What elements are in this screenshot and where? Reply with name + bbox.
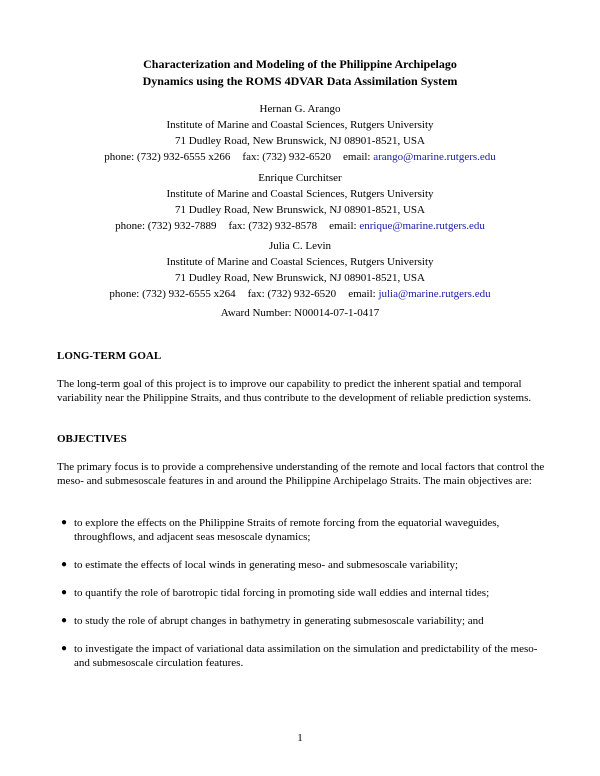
author-fax: fax: (732) 932-6520 — [242, 151, 331, 163]
paper-title — [40, 56, 560, 90]
author-institution: Institute of Marine and Coastal Sciences, Rutgers University — [166, 188, 434, 200]
author-contact — [40, 149, 560, 165]
author-email-label: email: — [348, 288, 376, 300]
goal-paragraph: The long-term goal of this project is to improve our capability to predict the inherent spatial and temporal variability near the Philippine Straits, and thus contribute to the development of reliable prediction systems. — [57, 378, 532, 404]
section-heading-goal: LONG-TERM GOAL — [57, 350, 162, 362]
author-email-link[interactable]: arango@marine.rutgers.edu — [373, 151, 496, 163]
author-phone: phone: (732) 932-6555 x264 — [109, 288, 236, 300]
author-address: 71 Dudley Road, New Brunswick, NJ 08901-8521, USA — [175, 135, 425, 147]
author-institution: Institute of Marine and Coastal Sciences, Rutgers University — [166, 119, 434, 131]
author-name: Enrique Curchitser — [258, 172, 342, 184]
page-number: 1 — [297, 732, 303, 744]
list-item-text: to investigate the impact of variational data assimilation on the simulation and predictability of the meso- and submesoscale circulation features. — [74, 643, 538, 669]
author-block-3 — [40, 238, 560, 302]
author-block-1 — [40, 101, 560, 165]
bullet-icon: ● — [61, 517, 68, 528]
author-address: 71 Dudley Road, New Brunswick, NJ 08901-8521, USA — [175, 204, 425, 216]
author-name: Hernan G. Arango — [259, 103, 341, 115]
bullet-icon: ● — [61, 643, 68, 654]
award-number: Award Number: N00014-07-1-0417 — [220, 307, 380, 319]
list-item-text: to quantify the role of barotropic tidal forcing in promoting side wall eddies and internal tides; — [74, 587, 490, 599]
bullet-icon: ● — [61, 587, 68, 598]
author-fax: fax: (732) 932-6520 — [247, 288, 337, 300]
author-address: 71 Dudley Road, New Brunswick, NJ 08901-8521, USA — [175, 272, 425, 284]
author-block-2 — [40, 170, 560, 234]
author-contact — [40, 286, 560, 302]
author-institution: Institute of Marine and Coastal Sciences, Rutgers University — [166, 256, 434, 268]
author-phone: phone: (732) 932-6555 x266 — [104, 151, 231, 163]
objectives-paragraph: The primary focus is to provide a comprehensive understanding of the remote and local factors that control the meso- and submesoscale features in and around the Philippine Archipelago Straits. The main objectives are: — [57, 461, 545, 487]
list-item-text: to estimate the effects of local winds in generating meso- and submesoscale variability; — [74, 559, 459, 571]
author-email-link[interactable]: julia@marine.rutgers.edu — [378, 288, 491, 300]
list-item-text: to explore the effects on the Philippine Straits of remote forcing from the equatorial waveguides, throughflows, and adjacent seas mesoscale dynamics; — [74, 517, 500, 543]
bullet-icon: ● — [61, 559, 68, 570]
title-line-1: Characterization and Modeling of the Philippine Archipelago — [143, 57, 457, 71]
author-phone: phone: (732) 932-7889 — [115, 220, 217, 232]
author-name: Julia C. Levin — [268, 240, 332, 252]
author-email-label: email: — [343, 151, 371, 163]
list-item-text: to study the role of abrupt changes in bathymetry in generating submesoscale variability; and — [74, 615, 484, 627]
author-contact — [40, 218, 560, 234]
title-line-2: Dynamics using the ROMS 4DVAR Data Assimilation System — [142, 74, 458, 88]
section-heading-objectives: OBJECTIVES — [57, 433, 127, 445]
author-fax: fax: (732) 932-8578 — [228, 220, 318, 232]
bullet-icon: ● — [61, 615, 68, 626]
author-email-label: email: — [329, 220, 357, 232]
author-email-link[interactable]: enrique@marine.rutgers.edu — [359, 220, 485, 232]
